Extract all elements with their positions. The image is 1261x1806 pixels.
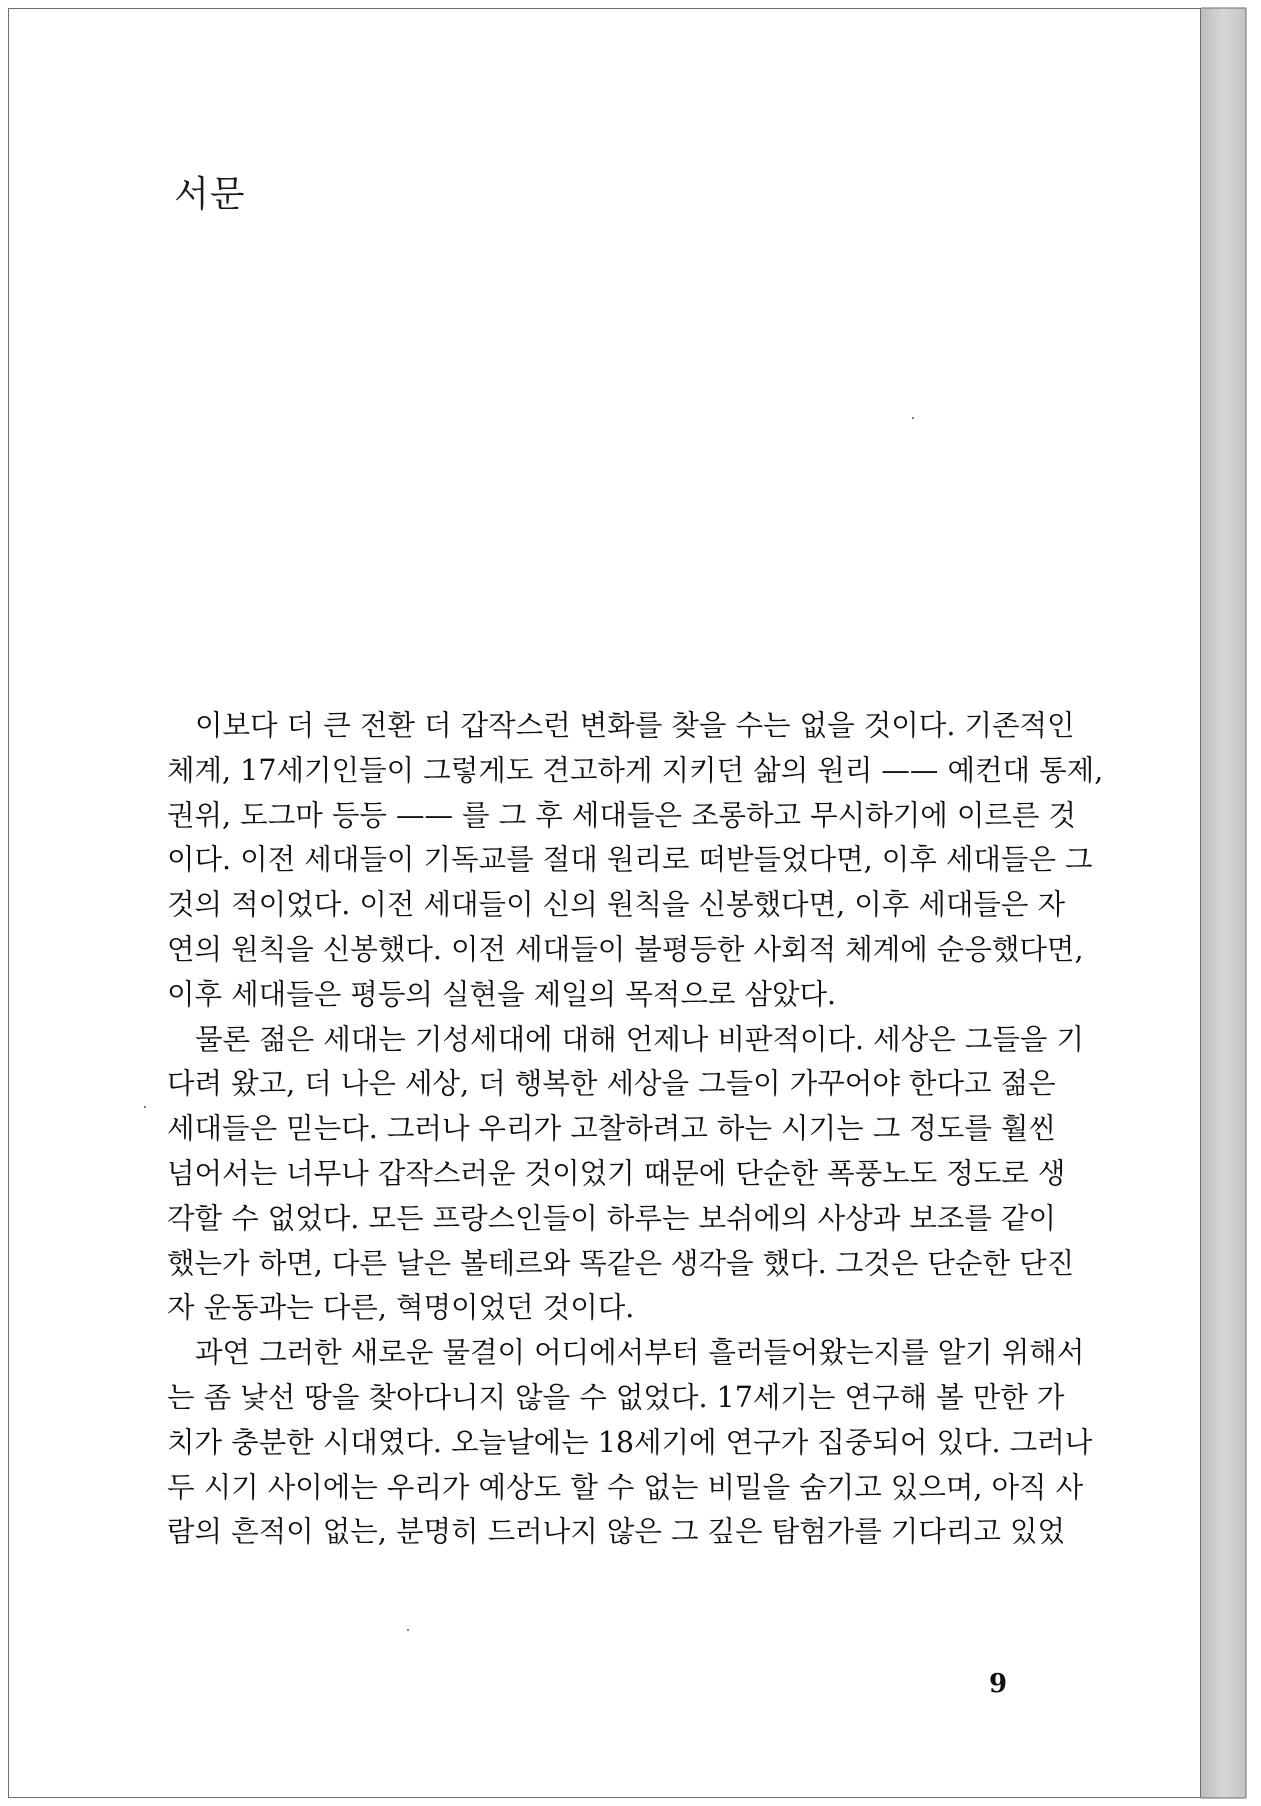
chapter-title: 서문	[174, 174, 246, 215]
scan-speck	[144, 1106, 146, 1108]
text-line: 체계, 17세기인들이 그렇게도 견고하게 지키던 삶의 원리 —— 예컨대 통제,	[167, 753, 1104, 787]
text-line: 것의 적이었다. 이전 세대들이 신의 원칙을 신봉했다면, 이후 세대들은 자	[167, 888, 1066, 922]
scan-speck	[912, 417, 914, 419]
scan-speck	[407, 1629, 409, 1631]
text-line: 세대들은 믿는다. 그러나 우리가 고찰하려고 하는 시기는 그 정도를 훨씬	[167, 1112, 1056, 1146]
text-line: 이보다 더 큰 전환 더 갑작스런 변화를 찾을 수는 없을 것이다. 기존적인	[195, 709, 1075, 742]
text-line: 했는가 하면, 다른 날은 볼테르와 똑같은 생각을 했다. 그것은 단순한 단진	[167, 1246, 1075, 1280]
text-line: 각할 수 없었다. 모든 프랑스인들이 하루는 보쉬에의 사상과 보조를 같이	[167, 1201, 1056, 1235]
text-line: 물론 젊은 세대는 기성세대에 대해 언제나 비판적이다. 세상은 그들을 기	[195, 1022, 1084, 1056]
text-line: 연의 원칙을 신봉했다. 이전 세대들이 불평등한 사회적 체계에 순응했다면,	[167, 932, 1084, 966]
body-text	[167, 704, 1104, 1555]
text-line: 두 시기 사이에는 우리가 예상도 할 수 없는 비밀을 숨기고 있으며, 아직 사	[167, 1470, 1084, 1504]
text-line: 권위, 도그마 등등 —— 를 그 후 세대들은 조롱하고 무시하기에 이르른 것	[167, 798, 1077, 832]
text-line: 람의 흔적이 없는, 분명히 드러나지 않은 그 깊은 탐험가를 기다리고 있었	[167, 1515, 1066, 1549]
text-line: 이후 세대들은 평등의 실현을 제일의 목적으로 삼았다.	[167, 977, 837, 1011]
text-line: 다려 왔고, 더 나은 세상, 더 행복한 세상을 그들이 가꾸어야 한다고 젊은	[167, 1067, 1056, 1101]
text-line: 자 운동과는 다른, 혁명이었던 것이다.	[167, 1291, 635, 1325]
text-line: 는 좀 낯선 땅을 찾아다니지 않을 수 없었다. 17세기는 연구해 볼 만한 가	[167, 1380, 1065, 1414]
book-page	[8, 8, 1201, 1798]
text-line: 넘어서는 너무나 갑작스러운 것이었기 때문에 단순한 폭풍노도 정도로 생	[167, 1156, 1066, 1190]
text-line: 치가 충분한 시대였다. 오늘날에는 18세기에 연구가 집중되어 있다. 그러나	[167, 1425, 1093, 1459]
text-line: 이다. 이전 세대들이 기독교를 절대 원리로 떠받들었다면, 이후 세대들은 그	[167, 843, 1093, 877]
text-line: 과연 그러한 새로운 물결이 어디에서부터 흘러들어왔는지를 알기 위해서	[195, 1336, 1085, 1370]
page-number: 9	[989, 1669, 1008, 1699]
